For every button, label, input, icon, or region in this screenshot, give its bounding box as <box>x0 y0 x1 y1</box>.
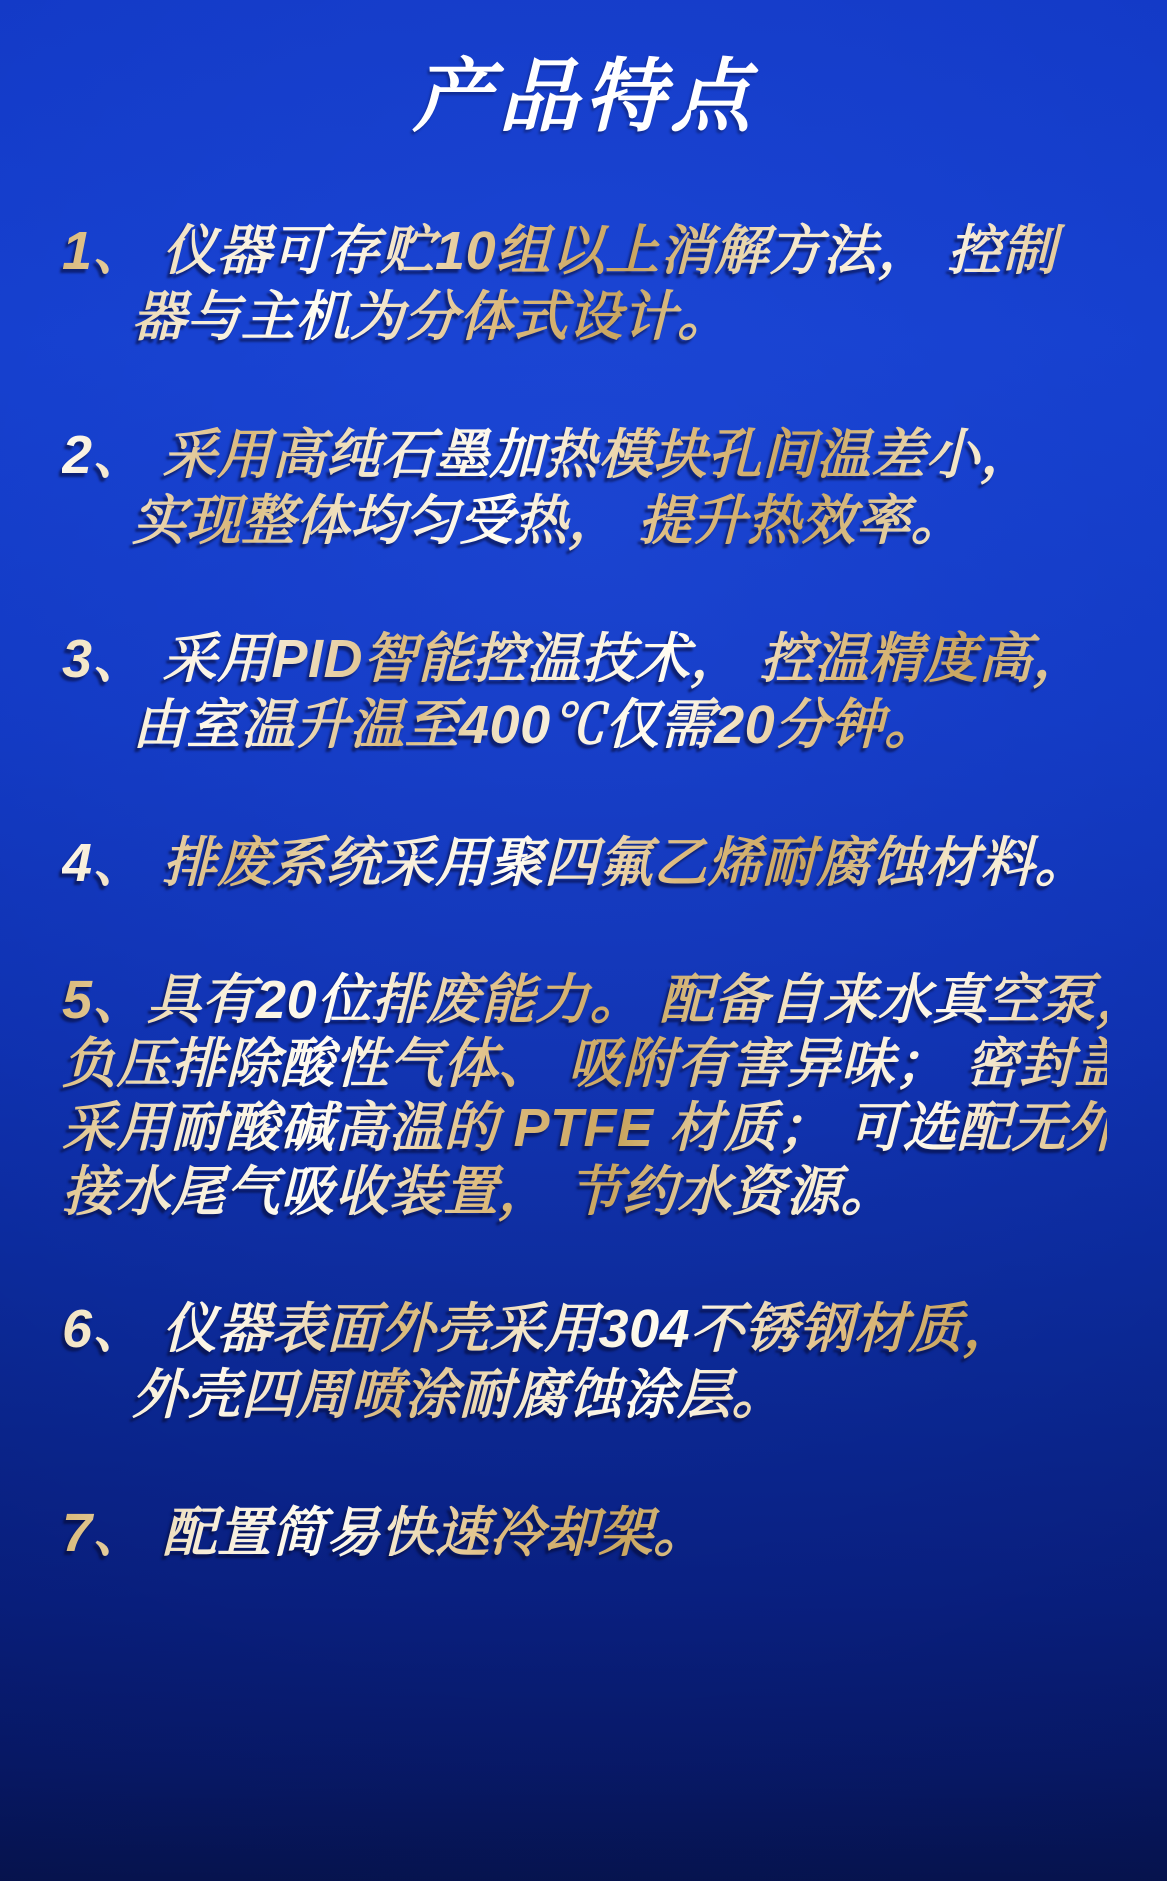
feature-line: 2、 采用高纯石墨加热模块孔间温差小， <box>62 424 1035 485</box>
feature-item-5 <box>62 968 1151 1224</box>
feature-item-2 <box>62 422 1107 554</box>
page-title: 产品特点 <box>412 52 757 141</box>
feature-line: 5、具有20位排废能力。 配备自来水真空泵， <box>62 969 1151 1030</box>
feature-item-6 <box>62 1296 1107 1428</box>
feature-line: 由室温升温至400℃仅需20分钟。 <box>132 694 939 755</box>
feature-line: 采用耐酸碱高温的 PTFE 材质； 可选配无外 <box>62 1097 1121 1158</box>
feature-line: 7、 配置简易快速冷却架。 <box>62 1502 708 1563</box>
feature-line: 实现整体均匀受热， 提升热效率。 <box>132 490 966 551</box>
feature-item-1 <box>62 218 1107 350</box>
feature-line: 1、 仪器可存贮10组以上消解方法， 控制 <box>62 220 1057 281</box>
feature-item-3 <box>62 626 1107 758</box>
feature-line: 3、 采用PID智能控温技术， 控温精度高， <box>62 628 1088 689</box>
feature-line: 负压排除酸性气体、 吸附有害异味； 密封盖 <box>62 1033 1129 1094</box>
feature-line: 接水尾气吸收装置， 节约水资源。 <box>62 1161 896 1222</box>
feature-item-4 <box>62 830 1107 896</box>
feature-line: 器与主机为分体式设计。 <box>132 286 732 347</box>
feature-item-7 <box>62 1500 1107 1566</box>
feature-list <box>62 218 1151 1566</box>
feature-line: 外壳四周喷涂耐腐蚀涂层。 <box>132 1364 786 1425</box>
feature-line: 4、 排废系统采用聚四氟乙烯耐腐蚀材料。 <box>62 832 1090 893</box>
feature-line: 6、 仪器表面外壳采用304不锈钢材质， <box>62 1298 1018 1359</box>
